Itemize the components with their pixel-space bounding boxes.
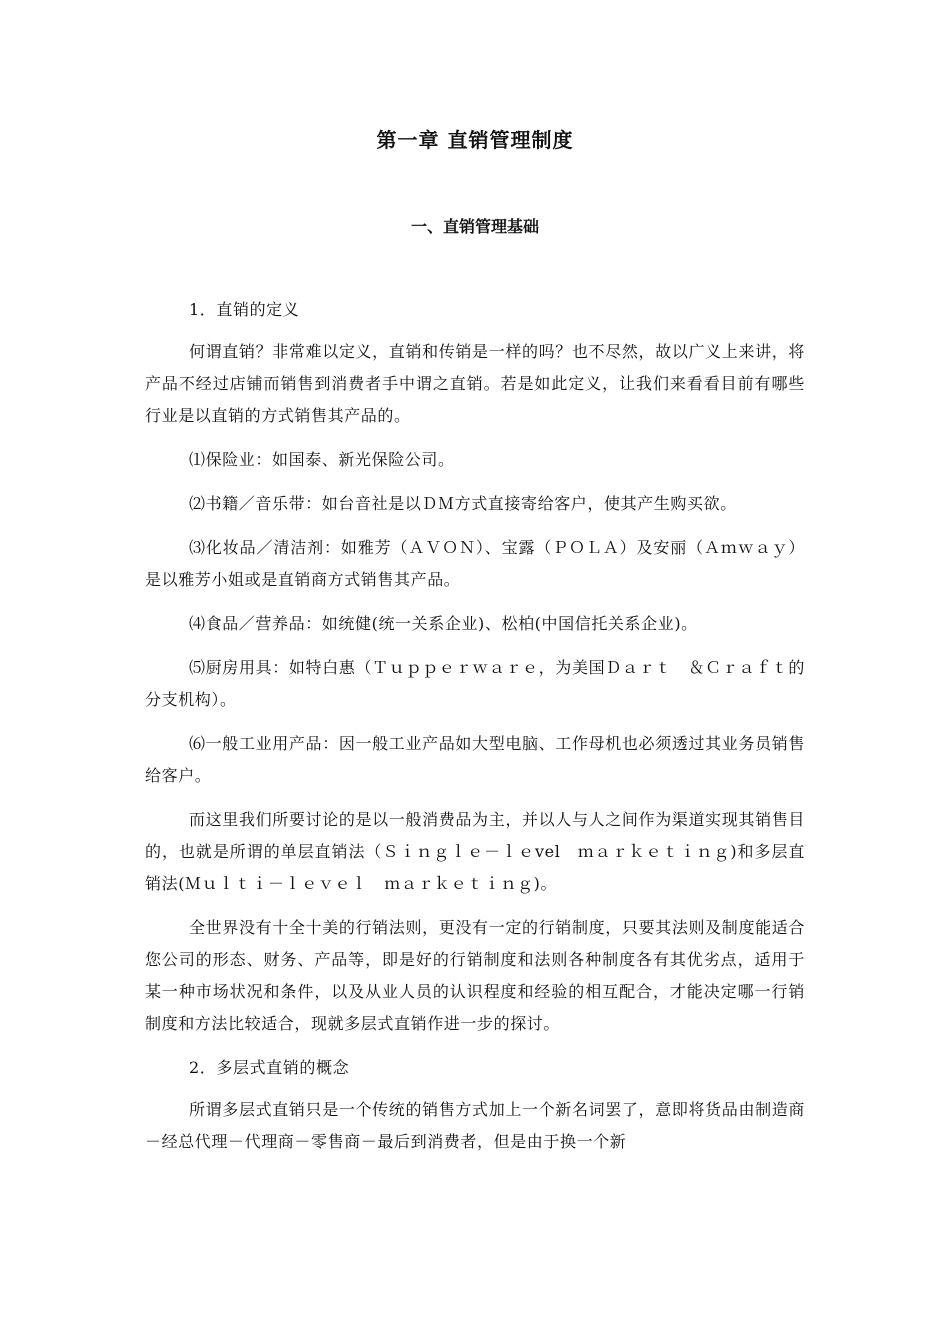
list-item-kitchenware: ⑸厨房用具：如特白惠（Ｔｕｐｐｅｒｗａｒｅ，为美国Ｄａｒｔ ＆Ｃｒａｆｔ的分支机构）。 [145,658,805,709]
paragraph-marketing-rules: 全世界没有十全十美的行销法则，更没有一定的行销制度，只要其法则及制度能适合您公司的形态、财务、产品等，即是好的行销制度和法则各种制度各有其优劣点，适用于某一种市场状况和条件，以及从业人员的认识程度和经验的相互配合，才能决定哪一行销制度和方法比较适合，现就多层式直销作进一步的探讨。 [145,918,805,1033]
paragraph-concept: 所谓多层式直销只是一个传统的销售方式加上一个新名词罢了，意即将货品由制造商－经总代理－代理商－零售商－最后到消费者，但是由于换一个新 [145,1100,805,1151]
paragraph-single-multi-level: 而这里我们所要讨论的是以一般消费品为主，并以人与人之间作为渠道实现其销售目的，也就是所谓的单层直销法（Ｓｉｎｇｌｅ－ｌｅvel ｍａｒｋｅｔｉｎｇ)和多层直销法(Ｍｕｌｔｉ－ｌｅｖｅｌ ｍａｒｋｅｔｉｎｇ)。 [145,810,805,893]
list-item-insurance: ⑴保险业：如国泰、新光保险公司。 [189,450,455,469]
paragraph-intro: 何谓直销？非常难以定义，直销和传销是一样的吗？也不尽然，故以广义上来讲，将产品不经过店铺而销售到消费者手中谓之直销。若是如此定义，让我们来看看目前有哪些行业是以直销的方式销售其产品的。 [145,342,805,425]
chapter-title: 第一章 直销管理制度 [376,128,574,152]
document-body [145,294,805,1170]
list-item-books-music: ⑵书籍／音乐带：如台音社是以ＤＭ方式直接寄给客户，使其产生购买欲。 [189,494,737,513]
section-title: 一、直销管理基础 [410,217,539,236]
list-item-industrial: ⑹一般工业用产品：因一般工业产品如大型电脑、工作母机也必须透过其业务员销售给客户。 [145,734,805,785]
list-item-food: ⑷食品／营养品：如统健(统一关系企业)、松柏(中国信托关系企业)。 [189,614,698,633]
subsection-heading-concept: 2．多层式直销的概念 [189,1058,350,1077]
subsection-heading-definition: 1．直销的定义 [189,300,300,319]
list-item-cosmetics: ⑶化妆品／清洁剂：如雅芳（ＡＶＯＮ）、宝露（ＰＯＬＡ）及安丽（Ａｍｗａｙ）是以雅芳小姐或是直销商方式销售其产品。 [145,538,805,589]
